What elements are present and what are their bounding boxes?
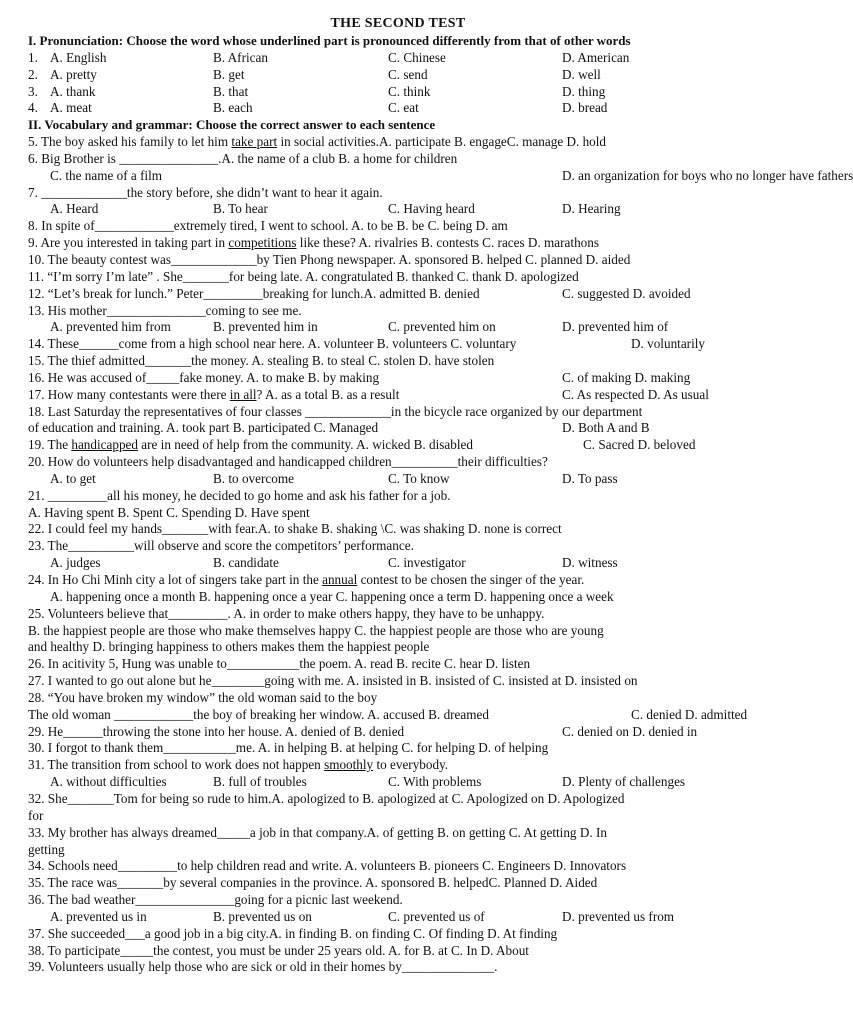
option-d: D. prevented us from: [562, 908, 675, 924]
option-c: C. the name of a film: [50, 167, 163, 183]
question-14: [28, 336, 748, 353]
option-d: D. Both A and B: [562, 420, 650, 436]
option-d: D. Hearing: [562, 201, 621, 217]
question-25-cont: [28, 623, 748, 640]
question-13: [28, 303, 748, 320]
question-options-right: C. of making D. making: [562, 369, 691, 385]
question-11: [28, 269, 748, 286]
option-a: A. English: [50, 49, 107, 65]
question-9: [28, 235, 748, 252]
question-text: 31. The transition from school to work does not happen: [28, 757, 325, 773]
question-6-options: [28, 167, 853, 185]
question-text: 26. In acitivity 5, Hung was unable to___________the poem. A. read B. recite C. hear D. listen: [28, 656, 531, 672]
question-text: 35. The race was_______by several companies in the province. A. sponsored B. helpedC. Planned D. Aided: [28, 875, 598, 891]
question-28-cont: [28, 707, 748, 724]
section-heading-bold: I. Pronunciation: [28, 33, 119, 48]
option-b: B. prevented us on: [213, 908, 312, 924]
option-a: A. without difficulties: [50, 774, 167, 790]
question-12: [28, 286, 748, 303]
option-c: C. To know: [388, 470, 450, 486]
option-a: A. prevented us in: [50, 908, 147, 924]
question-text: 13. His mother_______________coming to see me.: [28, 302, 302, 318]
section-pronunciation-heading: [28, 33, 748, 50]
question-text: 16. He was accused of_____fake money. A. to make B. by making: [28, 369, 380, 385]
question-text: 10. The beauty contest was_____________by Tien Phong newspaper. A. sponsored B. helped C. planned D. aided: [28, 251, 631, 267]
question-number: 1.: [28, 49, 38, 65]
question-text: of education and training. A. took part B. participated C. Managed: [28, 420, 379, 436]
question-35: [28, 875, 748, 892]
question-28: [28, 690, 748, 707]
question-38: [28, 943, 748, 960]
question-30: [28, 740, 748, 757]
underlined-word: take part: [231, 134, 278, 150]
option-b: B. to overcome: [213, 470, 294, 486]
option-b: B. full of troubles: [213, 774, 307, 790]
question-text: 18. Last Saturday the representatives of four classes _____________in the bicycle race organized by our department: [28, 403, 643, 419]
option-b: B. prevented him in: [213, 319, 318, 335]
question-33: [28, 825, 748, 842]
question-text: like these? A. rivalries B. contests C. races D. marathons: [296, 235, 599, 251]
question-text: 30. I forgot to thank them___________me. A. in helping B. at helping C. for helping D. of helping: [28, 740, 549, 756]
question-20-options: [28, 471, 748, 488]
question-22: [28, 521, 748, 538]
question-31-options: [28, 774, 748, 791]
question-options-right: C. suggested D. avoided: [562, 285, 691, 301]
question-text: 34. Schools need_________to help children read and write. A. volunteers B. pioneers C. Engineers D. Innovators: [28, 858, 627, 874]
question-36: [28, 892, 748, 909]
question-text: 8. In spite of____________extremely tired, I went to school. A. to be B. be C. being D. am: [28, 218, 508, 234]
question-33-cont: [28, 842, 748, 859]
option-c: C. prevented him on: [388, 319, 496, 335]
question-text: 23. The__________will observe and score the competitors’ performance.: [28, 538, 414, 554]
question-text: are in need of help from the community. A. wicked B. disabled: [137, 437, 473, 453]
question-text: 37. She succeeded___a good job in a big city.A. in finding B. on finding C. Of finding D. At finding: [28, 925, 558, 941]
question-text: 9. Are you interested in taking part in: [28, 235, 229, 251]
question-8: [28, 218, 748, 235]
question-text: 19. The: [28, 437, 72, 453]
section-heading-text: : Choose the word whose underlined part is pronounced differently from that of other words: [118, 33, 631, 48]
question-text: ? A. as a total B. as a result: [256, 386, 400, 402]
option-c: C. send: [388, 66, 428, 82]
question-7-options: [28, 201, 748, 218]
question-5: [28, 134, 748, 151]
question-number: 4.: [28, 100, 38, 116]
question-25: [28, 606, 748, 623]
option-b: B. each: [213, 100, 253, 116]
page-title: THE SECOND TEST: [330, 16, 466, 31]
question-text: 27. I wanted to go out alone but he________going with me. A. insisted in B. insisted of C. insisted at D. insisted on: [28, 673, 638, 689]
question-32: [28, 791, 748, 808]
question-2: [28, 67, 748, 84]
question-options-right: C. denied D. admitted: [631, 706, 748, 722]
question-16: [28, 370, 748, 387]
question-23-options: [28, 555, 748, 572]
question-text: 15. The thief admitted_______the money. A. stealing B. to steal C. stolen D. have stolen: [28, 353, 495, 369]
question-4: [28, 100, 748, 117]
question-text: 14. These______come from a high school near here. A. volunteer B. volunteers C. voluntary: [28, 336, 517, 352]
question-21: [28, 488, 748, 505]
question-27: [28, 673, 748, 690]
question-3: [28, 84, 748, 101]
question-text: 29. He______throwing the stone into her house. A. denied of B. denied: [28, 723, 405, 739]
question-39: [28, 959, 748, 976]
question-text: contest to be chosen the singer of the year.: [357, 572, 585, 587]
question-text: 28. “You have broken my window” the old woman said to the boy: [28, 689, 378, 705]
question-text: 39. Volunteers usually help those who are sick or old in their homes by______________.: [28, 959, 498, 975]
question-number: 3.: [28, 83, 38, 99]
option-c: C. investigator: [388, 555, 466, 571]
question-31: [28, 757, 748, 774]
option-d: D. well: [562, 66, 601, 82]
question-text: 17. How many contestants were there: [28, 386, 230, 402]
question-24-options: [28, 589, 748, 606]
underlined-word: smoothly: [324, 757, 374, 773]
question-34: [28, 858, 748, 875]
underlined-word: competitions: [228, 235, 297, 251]
question-19: [28, 437, 748, 454]
option-d: D. prevented him of: [562, 319, 669, 335]
question-17: [28, 387, 748, 404]
option-a: A. prevented him from: [50, 319, 171, 335]
section-vocabulary-heading: [28, 117, 748, 134]
question-text: 22. I could feel my hands_______with fear.A. to shake B. shaking \C. was shaking D. none is correct: [28, 521, 562, 537]
question-text: to everybody.: [373, 757, 449, 773]
question-24: [28, 572, 748, 589]
underlined-word: handicapped: [71, 437, 138, 453]
question-text: 33. My brother has always dreamed_____a job in that company.A. of getting B. on getting C. At getting D. In: [28, 824, 607, 840]
question-text: 32. She_______Tom for being so rude to him.A. apologized to B. apologized at C. Apologized on D. Apologized: [28, 790, 625, 806]
section-heading-text: : Choose the correct answer to each sentence: [188, 117, 436, 133]
question-text: B. the happiest people are those who make themselves happy C. the happiest people are those who are young: [28, 622, 604, 638]
question-6: [28, 151, 748, 168]
question-32-cont: [28, 808, 748, 825]
question-23: [28, 538, 748, 555]
option-c: C. Having heard: [388, 201, 475, 217]
question-number: 2.: [28, 66, 38, 82]
question-text: 12. “Let’s break for lunch.” Peter_________breaking for lunch.A. admitted B. denied: [28, 285, 480, 301]
question-text: 25. Volunteers believe that_________. A. in order to make others happy, they have to be unhappy.: [28, 605, 545, 621]
option-d: D. thing: [562, 83, 606, 99]
question-text: The old woman ____________the boy of breaking her window. A. accused B. dreamed: [28, 706, 489, 722]
question-7: [28, 185, 748, 202]
question-options: A. happening once a month B. happening once a year C. happening once a term D. happening once a week: [50, 588, 614, 604]
question-text: 6. Big Brother is _______________.A. the name of a club B. a home for children: [28, 150, 458, 166]
question-text: and healthy D. bringing happiness to others makes them the happiest people: [28, 639, 430, 655]
option-a: A. Heard: [50, 201, 99, 217]
option-c: C. eat: [388, 100, 419, 116]
question-text: 38. To participate_____the contest, you must be under 25 years old. A. for B. at C. In D. About: [28, 942, 529, 958]
question-options-right: C. As respected D. As usual: [562, 386, 709, 402]
option-d: D. voluntarily: [631, 336, 705, 352]
question-18-cont: [28, 420, 748, 437]
option-c: C. With problems: [388, 774, 482, 790]
option-d: D. an organization for boys who no longer have fathers: [562, 167, 853, 183]
option-c: C. think: [388, 83, 431, 99]
question-26: [28, 656, 748, 673]
option-b: B. candidate: [213, 555, 279, 571]
question-text: 20. How do volunteers help disadvantaged and handicapped children__________their difficulties?: [28, 454, 548, 470]
question-1: [28, 50, 748, 67]
question-21-options: [28, 505, 748, 522]
option-a: A. thank: [50, 83, 96, 99]
option-d: D. American: [562, 49, 630, 65]
question-text: for: [28, 807, 44, 823]
option-b: B. get: [213, 66, 245, 82]
document-page: [28, 15, 853, 976]
option-c: C. Chinese: [388, 49, 446, 65]
question-text: 21. _________all his money, he decided to go home and ask his father for a job.: [28, 487, 451, 503]
question-text: 5. The boy asked his family to let him: [28, 134, 232, 150]
question-text: in social activities.A. participate B. engageC. manage D. hold: [277, 134, 607, 150]
option-d: D. Plenty of challenges: [562, 774, 686, 790]
option-c: C. prevented us of: [388, 908, 485, 924]
option-a: A. judges: [50, 555, 101, 571]
question-text: 11. “I’m sorry I’m late” . She_______for being late. A. congratulated B. thanked C. thank D. apologized: [28, 268, 579, 284]
underlined-word: annual: [322, 572, 358, 587]
question-25-cont2: [28, 639, 748, 656]
option-d: D. witness: [562, 555, 618, 571]
question-text: 24. In Ho Chi Minh city a lot of singers take part in the: [28, 572, 323, 587]
question-20: [28, 454, 748, 471]
question-options-right: C. denied on D. denied in: [562, 723, 698, 739]
option-a: A. meat: [50, 100, 92, 116]
question-text: 7. _____________the story before, she didn’t want to hear it again.: [28, 184, 383, 200]
question-text: getting: [28, 841, 65, 857]
question-37: [28, 926, 748, 943]
underlined-word: in all: [229, 386, 257, 402]
question-18: [28, 404, 748, 421]
question-options-right: C. Sacred D. beloved: [583, 437, 696, 453]
section-heading-bold: II. Vocabulary and grammar: [28, 117, 189, 133]
question-15: [28, 353, 748, 370]
option-b: B. African: [213, 49, 268, 65]
question-13-options: [28, 319, 748, 336]
option-d: D. bread: [562, 100, 608, 116]
question-36-options: [28, 909, 748, 926]
option-a: A. pretty: [50, 66, 97, 82]
option-d: D. To pass: [562, 470, 618, 486]
option-b: B. To hear: [213, 201, 268, 217]
question-29: [28, 724, 748, 741]
option-b: B. that: [213, 83, 249, 99]
question-10: [28, 252, 748, 269]
option-a: A. to get: [50, 470, 96, 486]
question-text: 36. The bad weather_______________going for a picnic last weekend.: [28, 892, 403, 908]
question-options: A. Having spent B. Spent C. Spending D. Have spent: [28, 504, 310, 520]
